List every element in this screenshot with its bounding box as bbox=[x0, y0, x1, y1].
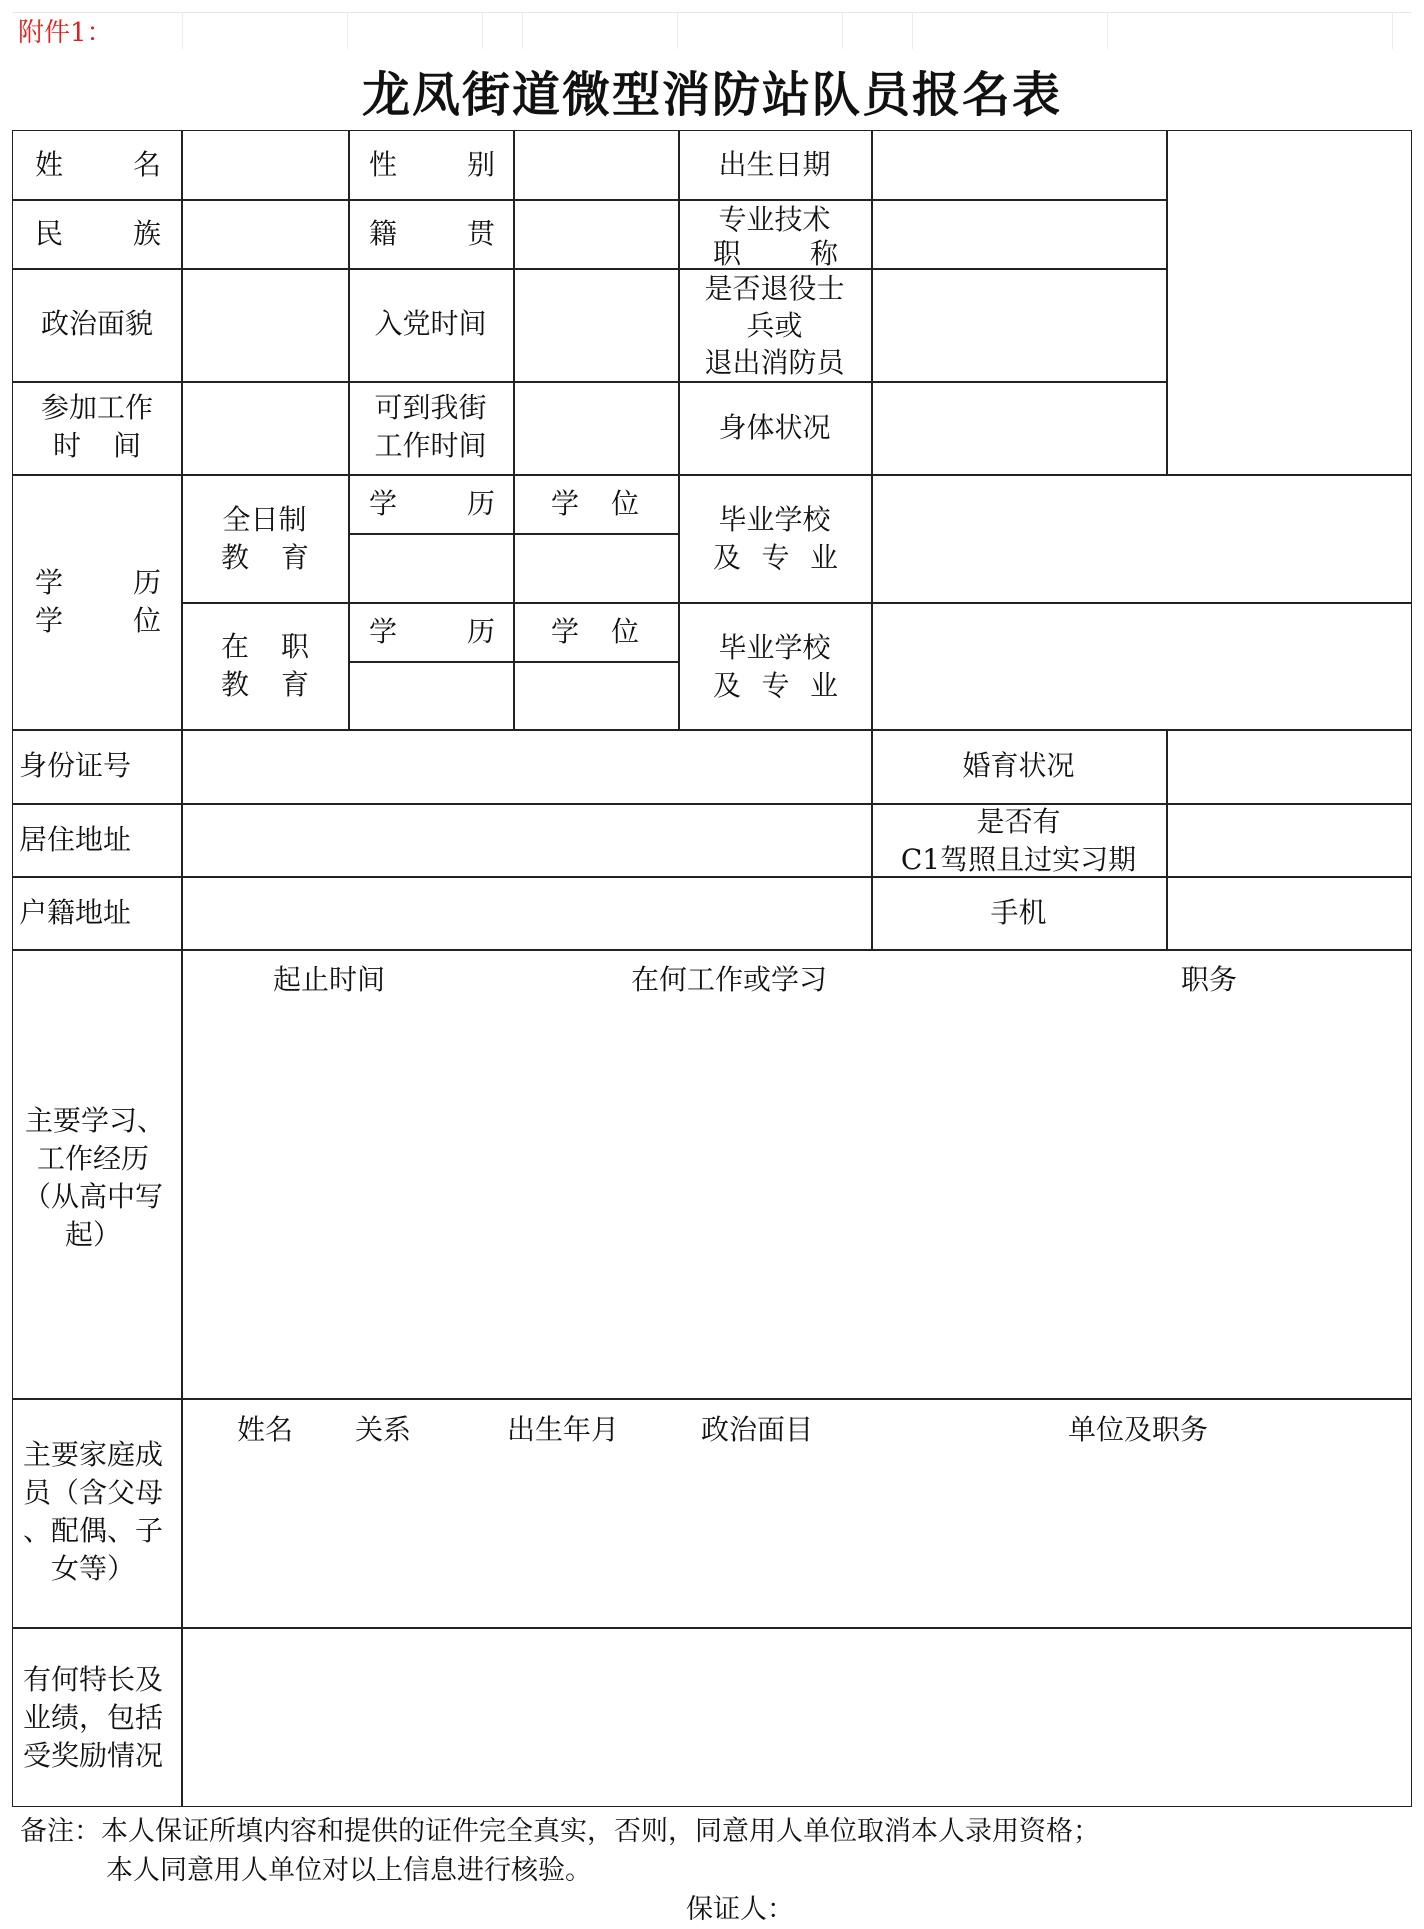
gender-label: 性 别 bbox=[369, 148, 495, 181]
id-number-label: 身份证号 bbox=[19, 749, 132, 782]
veteran-label-1: 是否退役士 bbox=[704, 272, 845, 305]
inservice-label-1: 在 职 bbox=[221, 630, 309, 663]
edu-label-2: 学 位 bbox=[35, 604, 161, 637]
experience-label-4: 起） bbox=[65, 1218, 122, 1251]
arrive-label-1: 可到我街 bbox=[374, 391, 487, 424]
veteran-label-2: 兵或 bbox=[746, 309, 803, 342]
family-header-name: 姓名 bbox=[237, 1413, 294, 1446]
experience-header-place: 在何工作或学习 bbox=[631, 963, 828, 996]
arrive-label-2: 工作时间 bbox=[374, 429, 487, 462]
faint-grid-rule bbox=[12, 12, 1412, 51]
family-label-3: 、配偶、子 bbox=[23, 1514, 164, 1547]
family-label-4: 女等） bbox=[51, 1552, 136, 1585]
phone-label: 手机 bbox=[990, 896, 1047, 929]
experience-label-3: （从高中写 bbox=[23, 1180, 164, 1213]
family-header-relation: 关系 bbox=[355, 1413, 412, 1446]
degree-col-fulltime: 学 位 bbox=[551, 487, 639, 520]
party-time-label: 入党时间 bbox=[374, 307, 487, 340]
family-label-2: 员（含父母 bbox=[23, 1476, 164, 1509]
family-label-1: 主要家庭成 bbox=[23, 1438, 164, 1471]
tech-title-label: 专业技术 bbox=[718, 203, 831, 236]
school-label-4: 及 专 业 bbox=[713, 669, 838, 702]
work-start-label-2: 时 间 bbox=[53, 429, 141, 462]
family-header-political: 政治面目 bbox=[701, 1413, 814, 1446]
guarantor-label: 保证人： bbox=[686, 1894, 794, 1925]
degree-col-inservice: 学 位 bbox=[551, 615, 639, 648]
work-start-label-1: 参加工作 bbox=[40, 391, 153, 424]
tech-title-label-2: 职 称 bbox=[713, 237, 838, 267]
school-label-2: 及 专 业 bbox=[713, 541, 838, 574]
experience-label-2: 工作经历 bbox=[37, 1142, 150, 1175]
native-place-label: 籍 贯 bbox=[369, 217, 495, 250]
experience-header-position: 职务 bbox=[1181, 963, 1238, 996]
fulltime-label-2: 教 育 bbox=[221, 541, 309, 574]
name-label: 姓 名 bbox=[35, 148, 161, 181]
experience-label-1: 主要学习、 bbox=[25, 1104, 166, 1137]
fulltime-label-1: 全日制 bbox=[222, 503, 307, 536]
experience-header-period: 起止时间 bbox=[273, 963, 386, 996]
address-label: 居住地址 bbox=[19, 823, 132, 856]
health-label: 身体状况 bbox=[718, 411, 831, 444]
license-label-1: 是否有 bbox=[976, 805, 1061, 838]
edu-col-fulltime: 学 历 bbox=[369, 487, 495, 520]
school-label-1: 毕业学校 bbox=[718, 503, 831, 536]
footer-note-1: 备注：本人保证所填内容和提供的证件完全真实，否则，同意用人单位取消本人录用资格； bbox=[20, 1816, 1100, 1847]
edu-label-1: 学 历 bbox=[35, 566, 161, 599]
birth-date-label: 出生日期 bbox=[718, 148, 831, 181]
political-label: 政治面貌 bbox=[40, 307, 153, 340]
attachment-label: 附件1： bbox=[18, 18, 113, 48]
specialty-label-1: 有何特长及 bbox=[23, 1663, 164, 1696]
family-header-employer: 单位及职务 bbox=[1068, 1413, 1209, 1446]
school-label-3: 毕业学校 bbox=[718, 631, 831, 664]
license-label-2: C1驾照且过实习期 bbox=[900, 843, 1137, 875]
footer-note-2: 本人同意用人单位对以上信息进行核验。 bbox=[106, 1855, 592, 1886]
hukou-label: 户籍地址 bbox=[19, 896, 132, 929]
specialty-label-2: 业绩，包括 bbox=[23, 1701, 164, 1734]
veteran-label-3: 退出消防员 bbox=[704, 346, 845, 379]
marital-label: 婚育状况 bbox=[962, 749, 1075, 782]
page-title: 龙凤街道微型消防站队员报名表 bbox=[361, 67, 1062, 123]
ethnicity-label: 民 族 bbox=[35, 217, 161, 250]
edu-col-inservice: 学 历 bbox=[369, 615, 495, 648]
specialty-label-3: 受奖励情况 bbox=[23, 1739, 164, 1772]
family-header-birth: 出生年月 bbox=[507, 1413, 620, 1446]
registration-form bbox=[12, 130, 1412, 1807]
inservice-label-2: 教 育 bbox=[221, 668, 309, 701]
